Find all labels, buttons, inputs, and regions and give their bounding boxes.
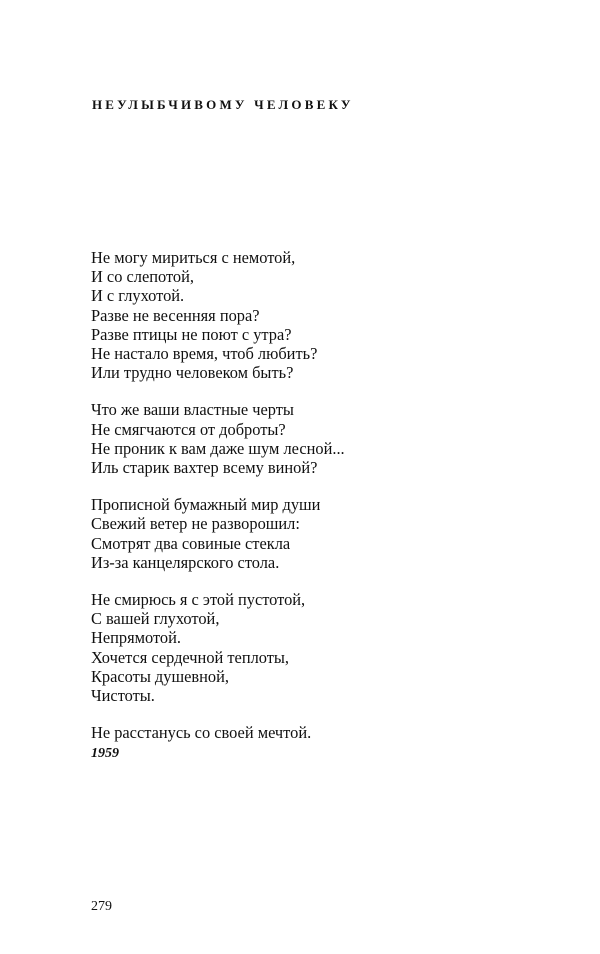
poem-line: Чистоты. xyxy=(91,686,155,706)
stanza-2 xyxy=(91,400,531,477)
poem-line: И со слепотой, xyxy=(91,267,194,287)
poem-date: 1959 xyxy=(91,746,119,761)
poem-line: Не проник к вам даже шум лесной... xyxy=(91,438,345,458)
poem-line: Хочется сердечной теплоты, xyxy=(91,647,290,667)
poem-line: Что же ваши властные черты xyxy=(91,400,294,420)
poem-line: Не настало время, чтоб любить? xyxy=(91,344,318,364)
poem-line: Разве птицы не поют с утра? xyxy=(91,324,292,344)
poem-line: И с глухотой. xyxy=(91,286,185,306)
poem-line: Непрямотой. xyxy=(91,628,181,648)
poem-line: Не могу мириться с немотой, xyxy=(91,248,296,267)
poem-line: Смотрят два совиные стекла xyxy=(91,533,291,553)
poem-line: Не смягчаются от доброты? xyxy=(91,419,286,439)
poem-body xyxy=(91,248,531,760)
poem-line: Иль старик вахтер всему виной? xyxy=(91,458,318,478)
stanza-3 xyxy=(91,495,531,572)
stanza-1 xyxy=(91,248,531,382)
poem-line: Свежий ветер не разворошил: xyxy=(91,514,300,534)
poem-line: Не расстанусь со своей мечтой. xyxy=(91,723,312,743)
page-number: 279 xyxy=(91,899,112,914)
poem-line: Красоты душевной, xyxy=(91,666,229,686)
stanza-5 xyxy=(91,723,531,742)
poem-title: НЕУЛЫБЧИВОМУ ЧЕЛОВЕКУ xyxy=(92,97,354,112)
poem-line: С вашей глухотой, xyxy=(91,609,220,629)
poem-line: Не смирюсь я с этой пустотой, xyxy=(91,590,306,610)
poem-line: Или трудно человеком быть? xyxy=(91,363,294,383)
poem-line: Из-за канцелярского стола. xyxy=(91,552,280,572)
poem-line: Прописной бумажный мир души xyxy=(91,495,321,515)
poem-line: Разве не весенняя пора? xyxy=(91,305,260,325)
stanza-4 xyxy=(91,590,531,705)
